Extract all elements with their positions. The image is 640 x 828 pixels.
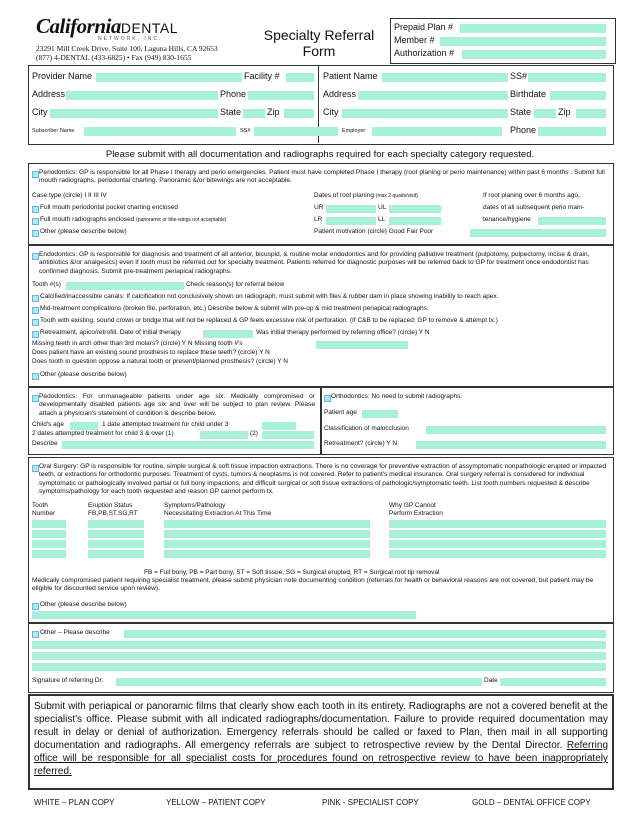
one-date-label: 1 date attempted treatment for child under 3: [102, 421, 229, 428]
provider-zip-label: Zip: [267, 107, 280, 117]
endo-other: Other (please describe below): [40, 371, 127, 378]
row-symptoms-2[interactable]: [164, 530, 370, 538]
surgery-rows: [0, 520, 640, 568]
lr-label: LR: [314, 216, 323, 223]
retreat-checkbox[interactable]: [32, 331, 39, 338]
retreat2: Was initial therapy performed by referring office? (circle) Y N: [256, 329, 430, 336]
authorization-label: Authorization #: [394, 48, 455, 58]
perio-item2-note: (panoramic or bite-wings not acceptable): [136, 217, 227, 223]
row-eruption-4[interactable]: [88, 550, 144, 558]
ur-field[interactable]: [326, 205, 376, 213]
col-necessitating-label: Necessitating Extraction At This Time: [164, 510, 272, 517]
birthdate-label: Birthdate: [510, 89, 547, 99]
provider-state-label: State: [220, 107, 242, 117]
endo-heading: Endodontics:: [39, 251, 78, 258]
footer-notice: [34, 700, 608, 778]
oppose: Does tooth in question oppose a natural tooth or present/planned prosthesis? (circle) Y N: [32, 358, 288, 365]
patient-zip-label: Zip: [558, 107, 571, 117]
col-eruption-label: Eruption Status: [88, 502, 133, 509]
pedo-heading: Pedodontics:: [39, 393, 78, 400]
patient-age-label: Patient age: [324, 409, 357, 416]
ll-field[interactable]: [389, 217, 441, 225]
other-label: Other – Please describe: [40, 629, 110, 636]
form-title: [252, 27, 386, 59]
perio-heading: Periodontics:: [39, 169, 78, 176]
childs-age-field[interactable]: [70, 422, 98, 430]
existing: Tooth with existing, sound crown or bridge that will not be replaced & GP feels excessive risk of perforation. (If C&B to be replaced: GP to remove & attempt tx.): [40, 317, 498, 324]
facility-label: Facility #: [244, 71, 280, 81]
two-dates-field1[interactable]: [200, 431, 248, 439]
pedo-describe-label: Describe: [32, 440, 58, 447]
col-tooth-label: Tooth: [32, 502, 48, 509]
signature-label: Signature of referring Dr.: [32, 677, 104, 684]
provider-city-label: City: [32, 107, 48, 117]
midtreat-checkbox[interactable]: [32, 307, 39, 314]
plan-label: Prepaid Plan #: [394, 22, 454, 32]
oral-other-checkbox[interactable]: [32, 603, 39, 610]
perio-item3-checkbox[interactable]: [32, 230, 39, 237]
patient-age-field[interactable]: [362, 410, 398, 418]
pedo-checkbox[interactable]: [32, 395, 39, 402]
subscriber-label: Subscriber Name: [32, 128, 75, 134]
endo-other-checkbox[interactable]: [32, 373, 39, 380]
row-tooth-2[interactable]: [32, 530, 66, 538]
malocclusion-label: Classification of malocclusion: [324, 425, 409, 432]
missing-field[interactable]: [316, 341, 408, 349]
patient-zip-field[interactable]: [576, 109, 606, 118]
member-label: Member #: [394, 35, 435, 45]
endo-text: [39, 251, 607, 276]
two-dates-field2[interactable]: [262, 431, 314, 439]
subscriber-ss-field[interactable]: [254, 127, 338, 136]
logo-dental: DENTAL: [120, 20, 179, 36]
provider-name-label: Provider Name: [32, 71, 93, 81]
provider-phone-field[interactable]: [248, 91, 314, 100]
provider-zip-field[interactable]: [284, 109, 314, 118]
row-tooth-1[interactable]: [32, 520, 66, 528]
row-why-2[interactable]: [389, 530, 606, 538]
endo-checkbox[interactable]: [32, 253, 39, 260]
employer-label: Employer: [342, 128, 366, 134]
facility-field[interactable]: [286, 73, 314, 82]
ortho-retreatment: Retreatment? (circle) Y N: [324, 440, 398, 447]
other-field-3[interactable]: [32, 652, 606, 660]
perio-item3: Other (please describe below): [40, 228, 127, 235]
tenance-label: tenance/hygiene: [483, 216, 531, 223]
perio-text: [39, 169, 607, 186]
oral-heading: Oral Surgery:: [39, 463, 79, 470]
perio-checkbox[interactable]: [32, 171, 39, 178]
ortho-heading-line: [331, 393, 462, 401]
oral-text: [39, 463, 607, 497]
calcified: Calcified/inaccessible canals: If calcification not conclusively shown on radiograph, must submit with files & rubber dam in place showing inability to reach apex.: [40, 293, 499, 300]
row-eruption-3[interactable]: [88, 540, 144, 548]
footer-notice-text: Submit with periapical or panoramic films that clearly show each tooth in its entirety. Radiographs are not a covered benefit at the specialist's office. Please submit with all indicated radiographs/documentation. Failure to provide required documentation may result in delay or denial of authorization. Emergency referrals should be called or faxed to Plan, then mail in all supporting documentation and radiographs. All emergency referrals are subject to retrospective review by the Dental Director.: [34, 701, 608, 751]
pedo-describe-field[interactable]: [62, 441, 314, 449]
provider-state-field[interactable]: [243, 109, 265, 118]
provider-name-field[interactable]: [96, 73, 242, 82]
employer-field[interactable]: [372, 127, 502, 136]
form-title-line1: Specialty Referral: [263, 27, 375, 43]
copy-pink: PINK - SPECIALIST COPY: [322, 798, 419, 807]
row-eruption-2[interactable]: [88, 530, 144, 538]
logo-network: NETWORK, INC.: [98, 36, 163, 42]
perio-item1: Full mouth periodontal pocket charting enclosed: [40, 204, 179, 211]
col-symptoms-label: Symptoms/Pathology: [164, 502, 226, 509]
signature-field[interactable]: [116, 678, 482, 686]
patient-address-label: Address: [323, 89, 357, 99]
col-symptoms: [164, 502, 271, 518]
provider-address-label: Address: [32, 89, 66, 99]
row-why-4[interactable]: [389, 550, 606, 558]
logo-california: California: [36, 14, 121, 38]
pedo-text: [39, 393, 315, 418]
col-why: [389, 502, 443, 518]
perio-item1-checkbox[interactable]: [32, 206, 39, 213]
ur-label: UR: [314, 204, 324, 211]
patient-ss-field[interactable]: [528, 73, 606, 82]
oral-other-field[interactable]: [32, 611, 416, 619]
perio-item2-checkbox[interactable]: [32, 218, 39, 225]
copy-white: WHITE – PLAN COPY: [34, 798, 115, 807]
other-field-4[interactable]: [32, 663, 606, 671]
motivation-field[interactable]: [470, 229, 606, 237]
row-tooth-3[interactable]: [32, 540, 66, 548]
prosthesis: Does patient have an existing sound prosthesis to replace these teeth? (circle) Y N: [32, 349, 270, 356]
patient-state-label: State: [510, 107, 532, 117]
dates-subsequent: dates of all subsequent perio main-: [483, 204, 585, 211]
oral-checkbox[interactable]: [32, 465, 39, 472]
col-tooth: [32, 502, 55, 518]
footer-notice-underlined: Referring office will be responsible for all specialist costs for procedures found on retrospective review to have been inappropriately referred.: [34, 740, 609, 777]
perio-body: GP is responsible for all Phase I therapy and perio emergencies. Patient must have completed Phase I therapy (root planing or perio maintenance) within past 6 months . Submit full mouth radiographs, periodontal charting. Panoramic &/or bitewings are not acceptable.: [39, 169, 605, 185]
subscriber-field[interactable]: [84, 127, 236, 136]
oral-body: GP is responsible for routine, simple surgical & soft tissue impaction extractions. There is no coverage for preventive extraction of assymptomatic nonpathologic erupted or impacted teeth, or extractions for orthodontic purposes. Treatment of cysts, tumors & neoplasms is not covered. Refer to patient's medical insurance. Oral surgery referral is considered for individual symptomatic or pathologically involved partial or full bony impactions, and difficult surgical or soft tissue extractions of pathologic/symptomatic teeth. List tooth numbers requested & describe symptoms/pathology for each tooth requested and reason GP cannot perform tx.: [39, 463, 607, 496]
perio-item2-label: Full mouth radiographs enclosed: [40, 216, 135, 223]
missing: Missing teeth in arch other than 3rd molars? (circle) Y N Missing tooth #'s: [32, 340, 243, 347]
other-field-2[interactable]: [32, 641, 606, 649]
ortho-heading: Orthodontics:: [331, 393, 370, 400]
medically-compromised: Medically compromised patient requiring specialist treatment, please submit physician note documenting condition (referrals for health or behavioral reasons are not covered, but patient may be eligible for discounted service upon review).: [32, 577, 594, 593]
ortho-note: No need to submit radiographs.: [371, 393, 463, 400]
retreat: Retreatment, apico/retrofill. Date of initial therapy: [40, 329, 181, 336]
row-symptoms-1[interactable]: [164, 520, 370, 528]
perio-item2: [40, 216, 226, 224]
ortho-checkbox[interactable]: [324, 395, 331, 402]
company-address: 23291 Mill Creek Drive, Suite 100, Laguna Hills, CA 92653: [36, 44, 218, 53]
childs-age-label: Child's age: [32, 421, 64, 428]
birthdate-field[interactable]: [550, 91, 606, 100]
company-phones: (877) 4-DENTAL (433-6825) • Fax (949) 830-1655: [36, 53, 192, 62]
patient-name-label: Patient Name: [323, 71, 378, 81]
dates-note: (max 2 quads/visit): [375, 193, 418, 199]
pedo-body: For unmanageable patients under age six. Medically compromised or developmentally disabled patients age six and over will be subject to plan review. Please attach a physician's statement of condition & describe below.: [39, 393, 315, 417]
patient-phone-field[interactable]: [538, 127, 606, 136]
ll-label: LL: [378, 216, 386, 223]
other-checkbox[interactable]: [32, 631, 39, 638]
subscriber-ss-label: SS#: [240, 128, 251, 134]
authorization-field[interactable]: [462, 50, 606, 59]
one-date-field[interactable]: [262, 422, 296, 430]
instruction-text: Please submit with all documentation and radiographs required for each specialty category requested.: [105, 149, 535, 160]
calcified-checkbox[interactable]: [32, 295, 39, 302]
patient-ss-label: SS#: [510, 71, 528, 81]
patient-address-field[interactable]: [358, 91, 508, 100]
row-why-3[interactable]: [389, 540, 606, 548]
ul-field[interactable]: [389, 205, 441, 213]
plan-field[interactable]: [460, 24, 606, 33]
endo-tooth-field[interactable]: [66, 282, 184, 290]
check-reason: Check reason(s) for referral below: [186, 281, 285, 288]
patient-name-field[interactable]: [382, 73, 508, 82]
row-symptoms-3[interactable]: [164, 540, 370, 548]
copy-gold: GOLD – DENTAL OFFICE COPY: [472, 798, 591, 807]
oral-other: Other (please describe below): [40, 601, 127, 608]
col-perform-label: Perform Extraction: [389, 510, 443, 517]
row-eruption-1[interactable]: [88, 520, 144, 528]
dates-label: Dates of root planing: [314, 192, 374, 199]
case-type: Case type (circle) I II III IV: [32, 192, 107, 199]
date-label: Date: [484, 677, 498, 684]
col-number-label: Number: [32, 510, 56, 517]
copy-yellow: YELLOW – PATIENT COPY: [166, 798, 266, 807]
patient-phone-label: Phone: [510, 125, 537, 135]
if-planing: If root planing over 6 months ago,: [483, 192, 580, 199]
existing-checkbox[interactable]: [32, 319, 39, 326]
row-symptoms-4[interactable]: [164, 550, 370, 558]
eruption-legend: FB = Full bony, PB = Part bony, ST = Soft tissue, SG = Surgical erupted, RT = Surgical root tip removal: [144, 569, 440, 576]
date-field[interactable]: [500, 678, 606, 686]
member-field[interactable]: [440, 37, 606, 46]
lr-field[interactable]: [326, 217, 376, 225]
other-field-1[interactable]: [124, 630, 606, 638]
retreat-date-field[interactable]: [203, 330, 253, 338]
tenance-field[interactable]: [538, 217, 606, 225]
row-why-1[interactable]: [389, 520, 606, 528]
provider-city-field[interactable]: [50, 109, 218, 118]
col-codes-label: FB,PB,ST,SG,RT: [88, 510, 138, 517]
patient-state-field[interactable]: [534, 109, 556, 118]
col-eruption: [88, 502, 138, 518]
endo-tooth-label: Tooth #(s): [32, 281, 61, 288]
malocclusion-field[interactable]: [426, 426, 606, 434]
patient-city-field[interactable]: [342, 109, 508, 118]
two-dates-label: 2 dates attempted treatment for child 3 & over (1): [32, 430, 174, 437]
row-tooth-4[interactable]: [32, 550, 66, 558]
midtreat: Mid-treatment complications (broken file, perforation, etc.) Describe below & submit with pre-op & mid treatment periapical radiographs.: [40, 305, 429, 312]
provider-address-field[interactable]: [66, 91, 218, 100]
form-title-line2: Form: [302, 43, 336, 59]
col-why-label: Why GP Cannot: [389, 502, 436, 509]
logo: [36, 14, 196, 44]
ul-label: UL: [378, 204, 387, 211]
patient-city-label: City: [323, 107, 339, 117]
root-planing-dates: [314, 192, 418, 200]
ortho-retreatment-field[interactable]: [416, 441, 606, 449]
motivation: Patient motivation (circle) Good Fair Poor: [314, 228, 434, 235]
provider-phone-label: Phone: [220, 89, 247, 99]
two-label: (2): [250, 430, 258, 437]
endo-body: GP is responsible for diagnosis and treatment of all anterior, bicuspid, & routine molar endodontics and for providing palliative treatment (pulpotomy, pulpectomy, incise & drain, antibiotics &/or analgesics) even if tooth must be referred out for specialty treatment. Patients referred for diagnostic purposes will be referred back to GP for treatment once endodontist has confirmed diagnosis. Submit pre-treatment periapical radiographs.: [39, 251, 590, 275]
